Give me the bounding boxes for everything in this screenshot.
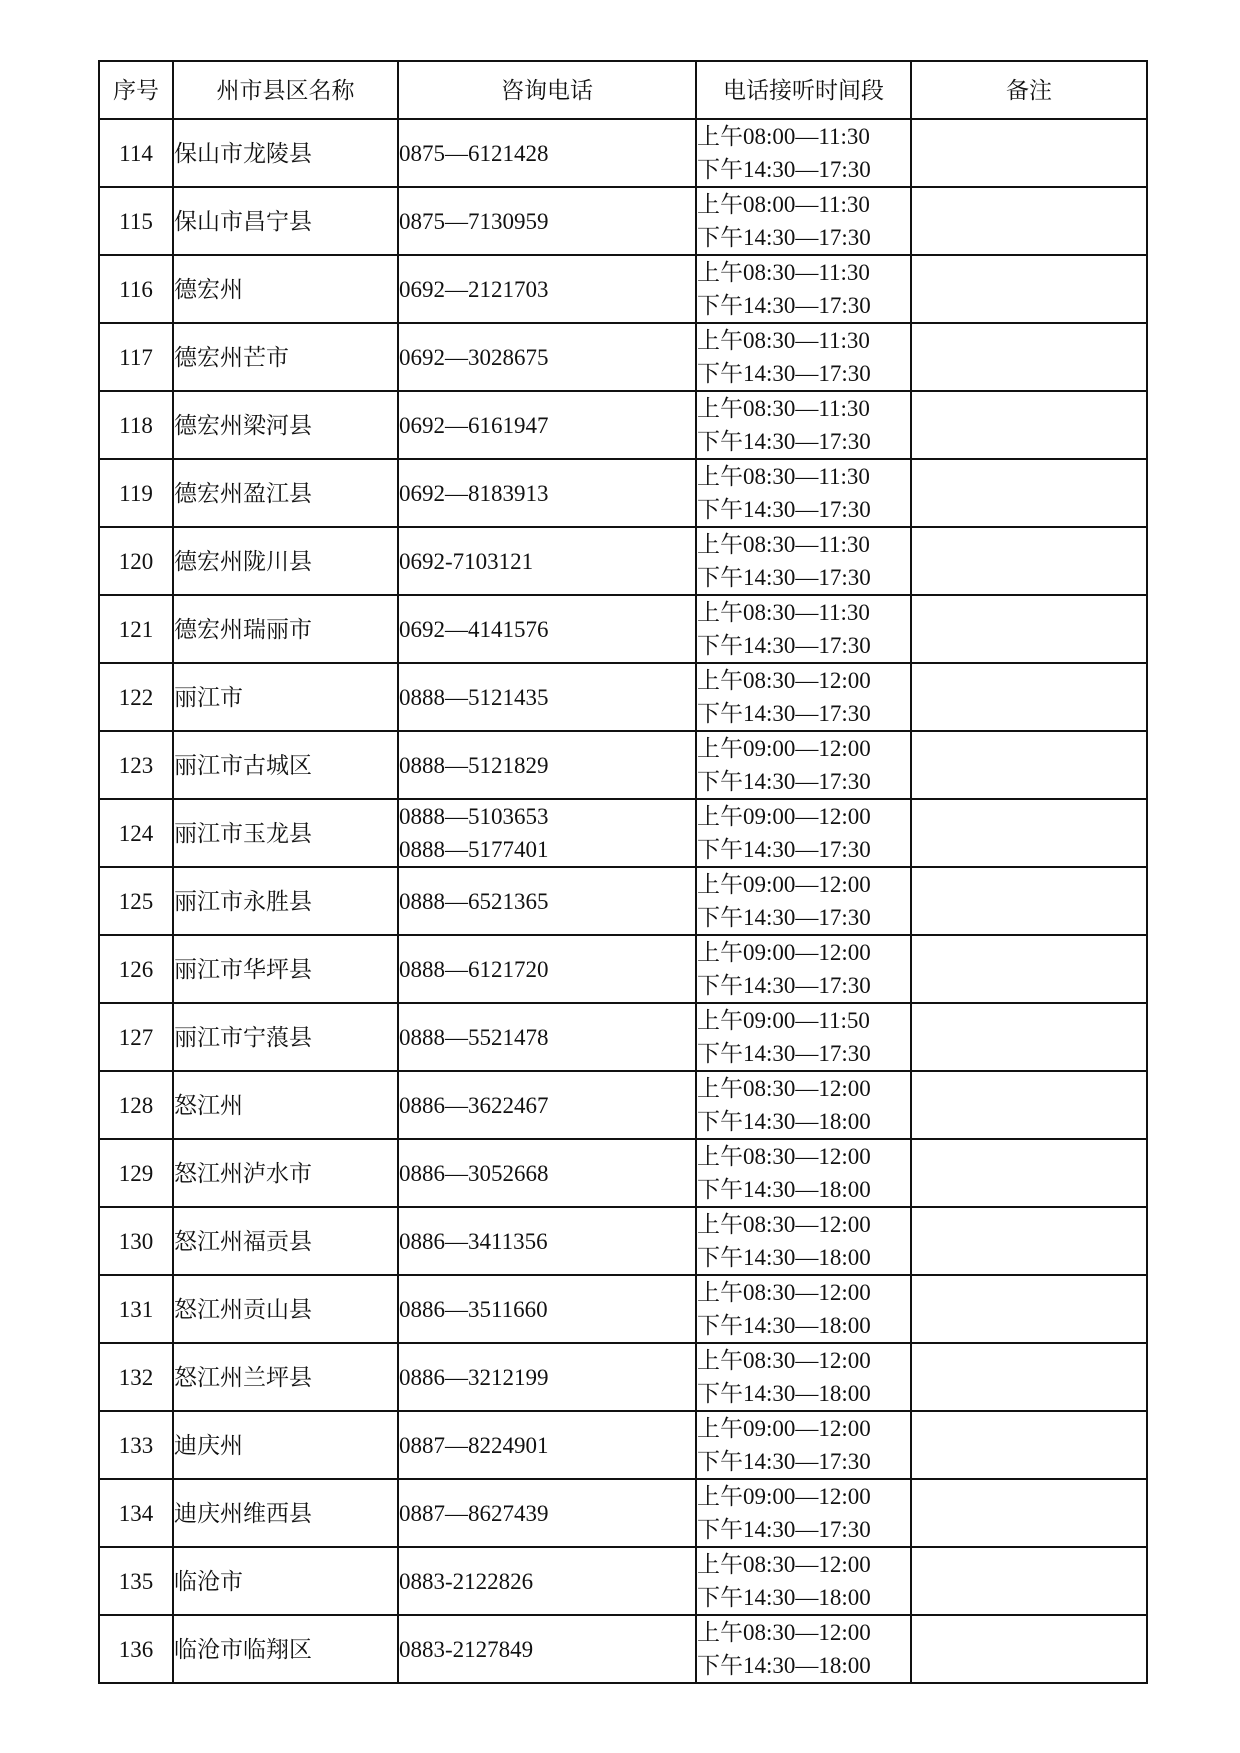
morning-hours: 上午08:30—12:00 [697, 668, 871, 693]
table-body [99, 119, 1147, 1683]
phone-cell [398, 1547, 696, 1615]
morning-hours: 上午08:30—11:30 [697, 260, 870, 285]
header-phone: 咨询电话 [398, 61, 696, 119]
afternoon-hours: 下午14:30—17:30 [697, 157, 871, 182]
serial-number: 129 [118, 1160, 154, 1186]
region-name-cell [173, 935, 398, 1003]
afternoon-hours: 下午14:30—17:30 [697, 1449, 871, 1474]
region-name: 保山市昌宁县 [174, 208, 312, 234]
phone-cell [398, 391, 696, 459]
serial-number-cell [99, 595, 173, 663]
phone-cell [398, 459, 696, 527]
phone-number: 0888—5521478 [399, 1024, 549, 1050]
phone-cell [398, 663, 696, 731]
morning-hours: 上午08:30—11:30 [697, 600, 870, 625]
region-name: 德宏州陇川县 [174, 548, 312, 574]
afternoon-hours: 下午14:30—18:00 [697, 1313, 871, 1338]
morning-hours: 上午08:30—12:00 [697, 1620, 871, 1645]
remarks-cell [911, 1411, 1147, 1479]
hours-cell [696, 1479, 911, 1547]
afternoon-hours: 下午14:30—18:00 [697, 1653, 871, 1678]
table-row [99, 459, 1147, 527]
region-name: 怒江州福贡县 [174, 1228, 312, 1254]
region-name: 丽江市 [174, 684, 243, 710]
hours-cell [696, 187, 911, 255]
phone-cell [398, 119, 696, 187]
phone-cell [398, 867, 696, 935]
serial-number: 126 [118, 956, 154, 982]
serial-number-cell [99, 459, 173, 527]
phone-number: 0692—2121703 [399, 276, 549, 302]
hours-cell [696, 731, 911, 799]
region-name-cell [173, 1003, 398, 1071]
header-remarks: 备注 [911, 61, 1147, 119]
hours-cell [696, 527, 911, 595]
remarks-cell [911, 459, 1147, 527]
table-row [99, 1615, 1147, 1683]
morning-hours: 上午09:00—12:00 [697, 804, 871, 829]
remarks-cell [911, 527, 1147, 595]
phone-number: 0886—3212199 [399, 1364, 549, 1390]
afternoon-hours: 下午14:30—18:00 [697, 1585, 871, 1610]
hours-cell [696, 1275, 911, 1343]
phone-cell [398, 527, 696, 595]
phone-cell [398, 1071, 696, 1139]
morning-hours: 上午08:30—12:00 [697, 1552, 871, 1577]
morning-hours: 上午09:00—12:00 [697, 1416, 871, 1441]
phone-cell [398, 187, 696, 255]
hours-cell [696, 1003, 911, 1071]
afternoon-hours: 下午14:30—18:00 [697, 1381, 871, 1406]
table-row [99, 731, 1147, 799]
serial-number: 118 [119, 412, 153, 438]
serial-number: 132 [118, 1364, 154, 1390]
serial-number: 131 [118, 1296, 154, 1322]
remarks-cell [911, 799, 1147, 867]
table-row [99, 1411, 1147, 1479]
region-name: 怒江州贡山县 [174, 1296, 312, 1322]
phone-number: 0886—3511660 [399, 1296, 548, 1322]
phone-cell [398, 1139, 696, 1207]
morning-hours: 上午08:30—12:00 [697, 1212, 871, 1237]
hours-cell [696, 255, 911, 323]
remarks-cell [911, 1207, 1147, 1275]
phone-cell [398, 731, 696, 799]
region-name-cell [173, 1479, 398, 1547]
serial-number-cell [99, 1275, 173, 1343]
phone-number: 0692—6161947 [399, 412, 549, 438]
afternoon-hours: 下午14:30—17:30 [697, 905, 871, 930]
region-name: 临沧市临翔区 [174, 1636, 312, 1662]
morning-hours: 上午09:00—12:00 [697, 1484, 871, 1509]
region-name-cell [173, 1071, 398, 1139]
region-name-cell [173, 1615, 398, 1683]
remarks-cell [911, 1003, 1147, 1071]
phone-cell [398, 323, 696, 391]
table-row [99, 1547, 1147, 1615]
header-region-name: 州市县区名称 [173, 61, 398, 119]
phone-number: 0888—5121435 [399, 684, 549, 710]
serial-number-cell [99, 391, 173, 459]
hours-cell [696, 1071, 911, 1139]
phone-cell [398, 1615, 696, 1683]
phone-number: 0888—6121720 [399, 956, 549, 982]
table-row [99, 595, 1147, 663]
phone-number: 0888—5121829 [399, 752, 549, 778]
table-row [99, 323, 1147, 391]
region-name: 德宏州盈江县 [174, 480, 312, 506]
region-name: 丽江市宁蒗县 [174, 1024, 312, 1050]
region-name-cell [173, 663, 398, 731]
region-name-cell [173, 799, 398, 867]
region-name: 丽江市华坪县 [174, 956, 312, 982]
afternoon-hours: 下午14:30—17:30 [697, 1041, 871, 1066]
table-row [99, 1207, 1147, 1275]
remarks-cell [911, 323, 1147, 391]
serial-number-cell [99, 119, 173, 187]
serial-number-cell [99, 527, 173, 595]
remarks-cell [911, 731, 1147, 799]
serial-number: 128 [118, 1092, 154, 1118]
hours-cell [696, 1615, 911, 1683]
table-row [99, 119, 1147, 187]
morning-hours: 上午09:00—12:00 [697, 872, 871, 897]
serial-number: 130 [118, 1228, 154, 1254]
morning-hours: 上午08:30—11:30 [697, 464, 870, 489]
morning-hours: 上午08:30—11:30 [697, 396, 870, 421]
afternoon-hours: 下午14:30—17:30 [697, 565, 871, 590]
phone-cell [398, 799, 696, 867]
serial-number-cell [99, 1479, 173, 1547]
afternoon-hours: 下午14:30—17:30 [697, 1517, 871, 1542]
hours-cell [696, 459, 911, 527]
region-name-cell [173, 1547, 398, 1615]
hours-cell [696, 1411, 911, 1479]
remarks-cell [911, 255, 1147, 323]
serial-number-cell [99, 663, 173, 731]
serial-number-cell [99, 731, 173, 799]
remarks-cell [911, 1343, 1147, 1411]
hours-cell [696, 935, 911, 1003]
serial-number-cell [99, 187, 173, 255]
table-row [99, 187, 1147, 255]
morning-hours: 上午08:30—12:00 [697, 1076, 871, 1101]
region-name-cell [173, 323, 398, 391]
region-name: 德宏州梁河县 [174, 412, 312, 438]
hours-cell [696, 323, 911, 391]
phone-cell [398, 1207, 696, 1275]
region-name-cell [173, 867, 398, 935]
table-row [99, 1343, 1147, 1411]
phone-number: 0887—8627439 [399, 1500, 549, 1526]
phone-number: 0886—3052668 [399, 1160, 549, 1186]
region-name-cell [173, 1275, 398, 1343]
phone-cell [398, 595, 696, 663]
region-name: 保山市龙陵县 [174, 140, 312, 166]
serial-number: 117 [119, 344, 153, 370]
table-row [99, 391, 1147, 459]
remarks-cell [911, 935, 1147, 1003]
table-row [99, 663, 1147, 731]
phone-number: 0888—6521365 [399, 888, 549, 914]
region-name-cell [173, 1343, 398, 1411]
morning-hours: 上午09:00—12:00 [697, 736, 871, 761]
serial-number: 127 [118, 1024, 154, 1050]
remarks-cell [911, 1071, 1147, 1139]
serial-number-cell [99, 1139, 173, 1207]
region-name-cell [173, 731, 398, 799]
region-name-cell [173, 459, 398, 527]
region-name: 德宏州芒市 [174, 344, 289, 370]
afternoon-hours: 下午14:30—17:30 [697, 837, 871, 862]
serial-number-cell [99, 255, 173, 323]
phone-cell [398, 1003, 696, 1071]
remarks-cell [911, 1139, 1147, 1207]
hours-cell [696, 1547, 911, 1615]
table-row [99, 1479, 1147, 1547]
serial-number: 123 [118, 752, 154, 778]
region-name: 丽江市玉龙县 [174, 820, 312, 846]
remarks-cell [911, 1275, 1147, 1343]
remarks-cell [911, 1615, 1147, 1683]
remarks-cell [911, 119, 1147, 187]
morning-hours: 上午08:30—11:30 [697, 532, 870, 557]
region-name: 丽江市永胜县 [174, 888, 312, 914]
serial-number-cell [99, 1411, 173, 1479]
serial-number-cell [99, 935, 173, 1003]
morning-hours: 上午09:00—11:50 [697, 1008, 870, 1033]
table-row [99, 1139, 1147, 1207]
phone-number-secondary: 0888—5177401 [399, 837, 549, 862]
phone-cell [398, 1343, 696, 1411]
phone-number: 0883-2127849 [399, 1636, 534, 1662]
afternoon-hours: 下午14:30—17:30 [697, 633, 871, 658]
phone-number: 0692—4141576 [399, 616, 549, 642]
region-name-cell [173, 595, 398, 663]
remarks-cell [911, 1479, 1147, 1547]
phone-number: 0888—5103653 [399, 804, 549, 829]
remarks-cell [911, 867, 1147, 935]
table-row [99, 255, 1147, 323]
region-name-cell [173, 391, 398, 459]
remarks-cell [911, 663, 1147, 731]
table-row [99, 1071, 1147, 1139]
serial-number-cell [99, 799, 173, 867]
serial-number: 119 [119, 480, 153, 506]
afternoon-hours: 下午14:30—17:30 [697, 701, 871, 726]
table-row [99, 799, 1147, 867]
region-name: 怒江州泸水市 [174, 1160, 312, 1186]
afternoon-hours: 下午14:30—17:30 [697, 225, 871, 250]
region-name-cell [173, 1411, 398, 1479]
morning-hours: 上午08:30—12:00 [697, 1348, 871, 1373]
phone-number: 0692-7103121 [399, 548, 534, 574]
phone-number: 0875—6121428 [399, 140, 549, 166]
serial-number-cell [99, 1547, 173, 1615]
header-serial-number: 序号 [99, 61, 173, 119]
serial-number: 135 [118, 1568, 154, 1594]
serial-number: 120 [118, 548, 154, 574]
table-row [99, 1275, 1147, 1343]
serial-number: 136 [118, 1636, 154, 1662]
serial-number: 116 [119, 276, 153, 302]
phone-number: 0886—3622467 [399, 1092, 549, 1118]
contact-directory-table [98, 60, 1148, 1684]
hours-cell [696, 595, 911, 663]
remarks-cell [911, 1547, 1147, 1615]
remarks-cell [911, 391, 1147, 459]
region-name: 迪庆州维西县 [174, 1500, 312, 1526]
hours-cell [696, 1139, 911, 1207]
region-name: 迪庆州 [174, 1432, 243, 1458]
afternoon-hours: 下午14:30—17:30 [697, 429, 871, 454]
region-name-cell [173, 187, 398, 255]
phone-number: 0886—3411356 [399, 1228, 548, 1254]
remarks-cell [911, 187, 1147, 255]
morning-hours: 上午08:30—12:00 [697, 1280, 871, 1305]
region-name-cell [173, 1207, 398, 1275]
phone-number: 0692—3028675 [399, 344, 549, 370]
table-header-row [99, 61, 1147, 119]
phone-cell [398, 1275, 696, 1343]
region-name-cell [173, 527, 398, 595]
serial-number: 124 [118, 820, 154, 846]
afternoon-hours: 下午14:30—18:00 [697, 1109, 871, 1134]
morning-hours: 上午08:30—11:30 [697, 328, 870, 353]
afternoon-hours: 下午14:30—17:30 [697, 361, 871, 386]
afternoon-hours: 下午14:30—18:00 [697, 1245, 871, 1270]
hours-cell [696, 1207, 911, 1275]
serial-number-cell [99, 1003, 173, 1071]
serial-number: 114 [119, 140, 153, 166]
hours-cell [696, 799, 911, 867]
phone-number: 0692—8183913 [399, 480, 549, 506]
serial-number: 121 [118, 616, 154, 642]
serial-number-cell [99, 323, 173, 391]
hours-cell [696, 867, 911, 935]
serial-number-cell [99, 1207, 173, 1275]
phone-cell [398, 1479, 696, 1547]
afternoon-hours: 下午14:30—17:30 [697, 973, 871, 998]
hours-cell [696, 663, 911, 731]
hours-cell [696, 119, 911, 187]
phone-number: 0883-2122826 [399, 1568, 534, 1594]
afternoon-hours: 下午14:30—18:00 [697, 1177, 871, 1202]
region-name-cell [173, 1139, 398, 1207]
morning-hours: 上午08:00—11:30 [697, 192, 870, 217]
serial-number: 133 [118, 1432, 154, 1458]
phone-cell [398, 1411, 696, 1479]
region-name-cell [173, 119, 398, 187]
morning-hours: 上午08:00—11:30 [697, 124, 870, 149]
table-row [99, 527, 1147, 595]
serial-number-cell [99, 867, 173, 935]
afternoon-hours: 下午14:30—17:30 [697, 497, 871, 522]
morning-hours: 上午09:00—12:00 [697, 940, 871, 965]
serial-number-cell [99, 1343, 173, 1411]
afternoon-hours: 下午14:30—17:30 [697, 769, 871, 794]
region-name: 德宏州 [174, 276, 243, 302]
region-name: 德宏州瑞丽市 [174, 616, 312, 642]
morning-hours: 上午08:30—12:00 [697, 1144, 871, 1169]
hours-cell [696, 1343, 911, 1411]
remarks-cell [911, 595, 1147, 663]
phone-cell [398, 935, 696, 1003]
phone-number: 0887—8224901 [399, 1432, 549, 1458]
serial-number: 134 [118, 1500, 154, 1526]
header-hours: 电话接听时间段 [696, 61, 911, 119]
table-row [99, 935, 1147, 1003]
serial-number-cell [99, 1071, 173, 1139]
region-name: 丽江市古城区 [174, 752, 312, 778]
phone-number: 0875—7130959 [399, 208, 549, 234]
serial-number: 115 [119, 208, 153, 234]
serial-number: 122 [118, 684, 154, 710]
serial-number: 125 [118, 888, 154, 914]
table-row [99, 1003, 1147, 1071]
afternoon-hours: 下午14:30—17:30 [697, 293, 871, 318]
phone-cell [398, 255, 696, 323]
region-name: 临沧市 [174, 1568, 243, 1594]
serial-number-cell [99, 1615, 173, 1683]
table-row [99, 867, 1147, 935]
region-name: 怒江州 [174, 1092, 243, 1118]
region-name-cell [173, 255, 398, 323]
hours-cell [696, 391, 911, 459]
region-name: 怒江州兰坪县 [174, 1364, 312, 1390]
